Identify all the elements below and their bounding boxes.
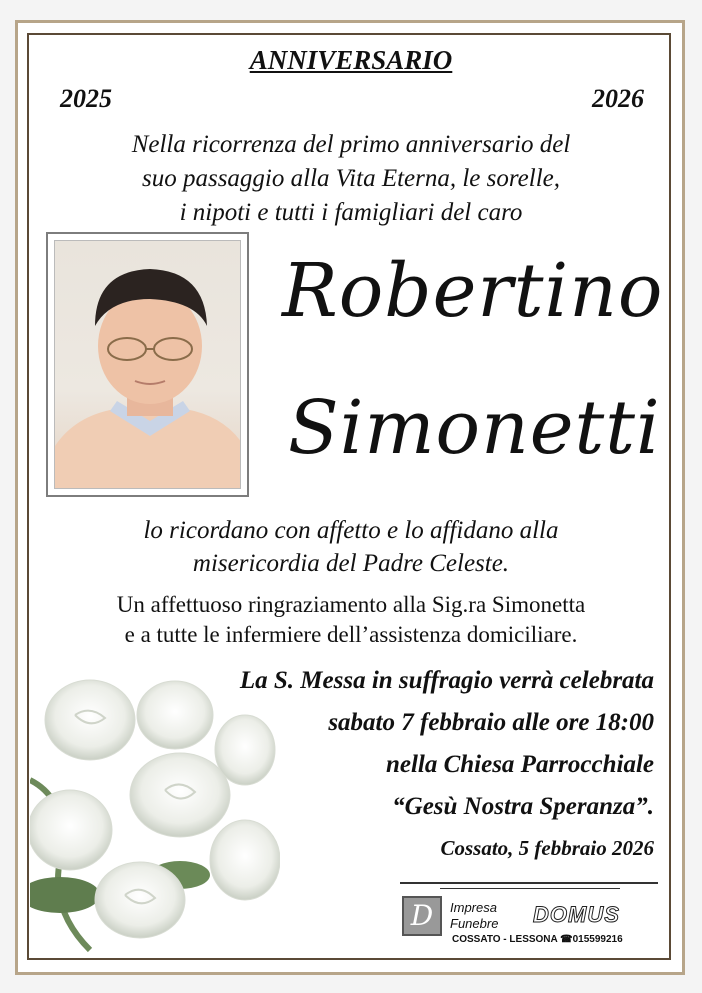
remembrance-line: lo ricordano con affetto e lo affidano alla [143, 517, 559, 544]
mass-line: sabato 7 febbraio alle ore 18:00 [328, 709, 654, 736]
intro-line: suo passaggio alla Vita Eterna, le sorelle, [141, 165, 561, 192]
thanks-line: e a tutte le infermiere dell’assistenza domiciliare. [124, 622, 578, 647]
page-title: ANNIVERSARIO [249, 45, 453, 75]
logo-line: Impresa [450, 900, 497, 915]
mass-line: nella Chiesa Parrocchiale [385, 751, 654, 778]
remembrance-line: misericordia del Padre Celeste. [192, 550, 510, 577]
funeral-home-logo [400, 878, 658, 950]
portrait-illustration [55, 241, 241, 489]
logo-brand: DOMUS [533, 902, 620, 927]
place-date: Cossato, 5 febbraio 2026 [440, 836, 654, 860]
portrait-photo [46, 232, 249, 497]
mass-line: La S. Messa in suffragio verrà celebrata [239, 667, 654, 694]
year-start: 2025 [60, 84, 112, 113]
logo-divider [400, 882, 658, 884]
intro-text [60, 128, 642, 230]
mass-line: “Gesù Nostra Speranza”. [392, 793, 654, 820]
thanks-text [60, 590, 642, 650]
remembrance-text [70, 514, 632, 580]
thanks-line: Un affettuoso ringraziamento alla Sig.ra Simonetta [116, 592, 586, 617]
intro-line: i nipoti e tutti i famigliari del caro [179, 199, 523, 226]
deceased-last-name: Simonetti [288, 385, 661, 471]
portrait-image [54, 240, 241, 489]
deceased-first-name: Robertino [282, 248, 664, 334]
logo-address: COSSATO - LESSONA ☎015599216 [452, 934, 623, 945]
mass-announcement [240, 660, 654, 828]
logo-divider [440, 888, 620, 889]
logo-line: Funebre [450, 916, 499, 931]
intro-line: Nella ricorrenza del primo anniversario del [131, 131, 571, 158]
year-end: 2026 [592, 84, 644, 113]
logo-badge: D [402, 896, 442, 936]
